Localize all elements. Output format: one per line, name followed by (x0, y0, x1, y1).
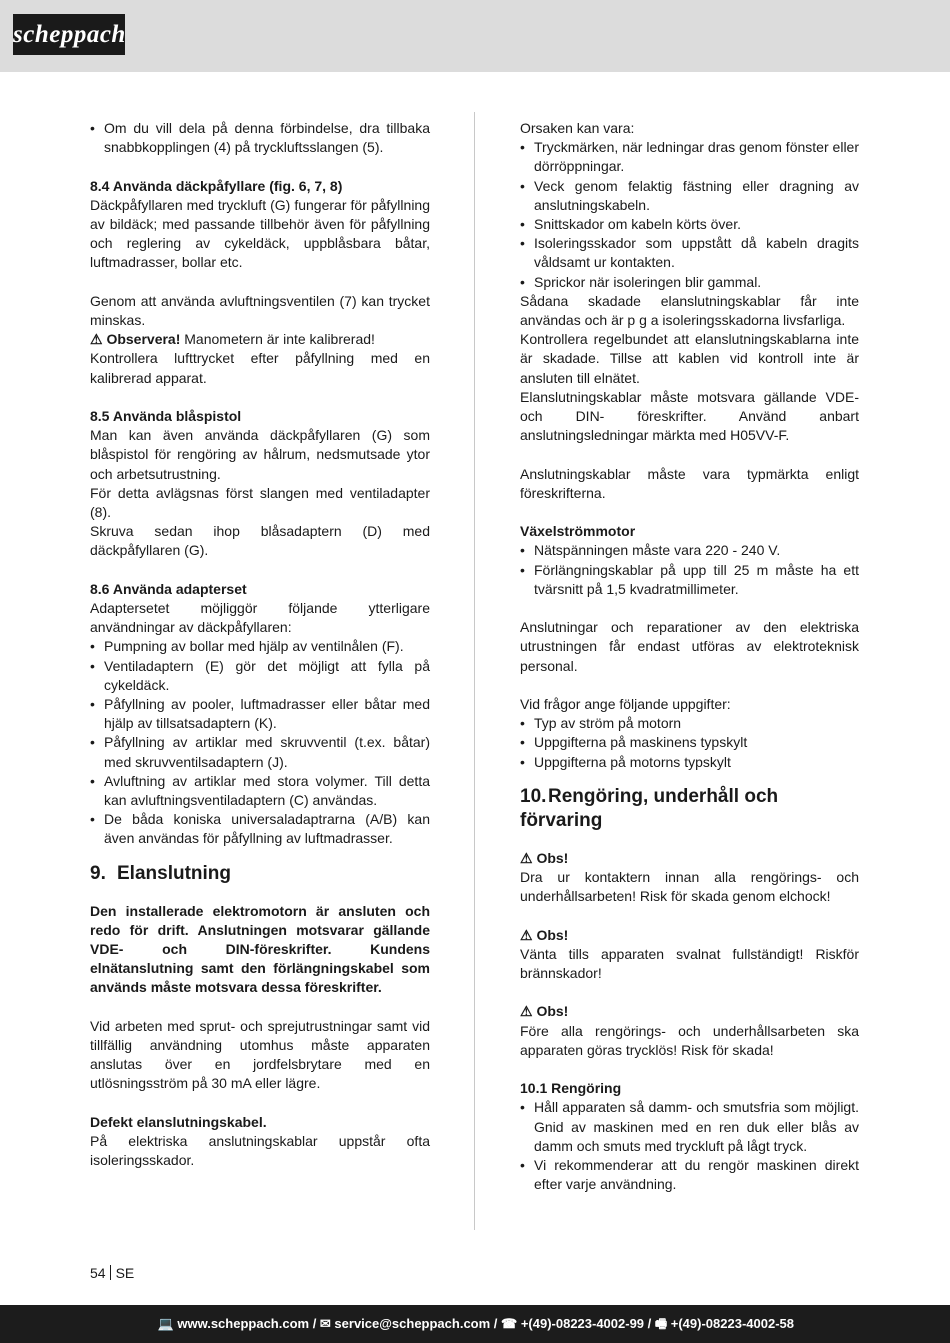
paragraph: På elektriska anslutningskablar uppstår ofta isoleringsskador. (90, 1133, 430, 1169)
list-item: • Pumpning av bollar med hjälp av ventilnålen (F). (90, 637, 430, 656)
paragraph: Vänta tills apparaten svalnat fullständigt! Riskför brännskador! (520, 945, 859, 982)
section-title: Rengöring, underhåll och förvaring (520, 785, 779, 831)
paragraph: Anslutningskablar måste vara typmärkta enligt föreskrifterna. (520, 465, 859, 501)
list-item: • Typ av ström på motorn (520, 714, 859, 733)
list-item: • Isoleringsskador som uppstått då kabeln dragits våldsamt ur kontakten. (520, 234, 859, 272)
paragraph: Sådana skadade elanslutningskablar får inte användas och är p g a isoleringsskadorna livsfarliga. (520, 292, 859, 329)
paragraph: Vid frågor ange följande uppgifter: (520, 696, 731, 713)
page-number-area (90, 1265, 134, 1282)
header-bar (0, 0, 950, 72)
list-item: • Sprickor när isoleringen blir gammal. (520, 273, 859, 292)
cause-list (520, 138, 859, 292)
list-item: • Förlängningskablar på upp till 25 m måste ha ett tvärsnitt på 1,5 kvadratmillimeter. (520, 561, 859, 599)
list-item: • Påfyllning av artiklar med skruvventil (t.ex. båtar) med skruvventilsadaptern (J). (90, 733, 430, 771)
footer-bar (0, 1305, 950, 1343)
vaxelstrom-heading: Växelströmmotor (520, 523, 636, 540)
section-10-1-heading: 10.1 Rengöring (520, 1080, 622, 1097)
warning-line (90, 330, 430, 349)
bullet-list (90, 119, 430, 157)
page-separator (110, 1265, 111, 1280)
section-8-4-heading: 8.4 Använda däckpåfyllare (fig. 6, 7, 8) (90, 177, 343, 194)
page-number: 54 (90, 1265, 106, 1281)
warning-text: Manometern är inte kalibrerad! (180, 331, 375, 348)
paragraph: Genom att använda avluftningsventilen (7) kan trycket minskas. (90, 292, 430, 328)
section-number: 9. (90, 862, 106, 884)
section-10-heading (520, 785, 859, 833)
paragraph: Dra ur kontaktern innan alla rengörings- och underhållsarbeten! Risk för skada genom elchock! (520, 869, 859, 905)
list-item: • Veck genom felaktig fästning eller dragning av anslutningskabeln. (520, 177, 859, 215)
paragraph: Skruva sedan ihop blåsadaptern (D) med däckpåfyllaren (G). (90, 523, 430, 559)
paragraph: Före alla rengörings- och underhållsarbeten ska apparaten göras trycklös! Risk för skada! (520, 1022, 859, 1058)
motor-list (520, 541, 859, 599)
section-title: Elanslutning (117, 862, 231, 884)
list-item: • De båda koniska universaladaptrarna (A/B) kan även användas för påfyllning av luftmadrasser. (90, 810, 430, 848)
list-item: • Nätspänningen måste vara 220 - 240 V. (520, 541, 859, 560)
paragraph: Elanslutningskablar måste motsvara gällande VDE- och DIN- föreskrifter. Använd anbart anslutningsledningar märkta med H05VV-F. (520, 388, 859, 444)
paragraph: Kontrollera regelbundet att elanslutningskablarna inte är skadade. Tillse att kablen vid kontroll inte är ansluten till elnätet. (520, 331, 859, 386)
list-item: • Håll apparaten så damm- och smutsfria som möjligt. Gnid av maskinen med en ren duk eller blås av damm och smuts med tryckluft på lågt tryck. (520, 1098, 859, 1156)
left-column (90, 119, 430, 1170)
list-item: • Avluftning av artiklar med stora volymer. Till detta kan avluftningsventiladaptern (C) användas. (90, 772, 430, 810)
language-code: SE (115, 1265, 135, 1281)
adapter-list (90, 637, 430, 848)
section-8-6-heading: 8.6 Använda adapterset (90, 580, 247, 597)
section-9-heading (90, 862, 430, 886)
list-item: • Tryckmärken, när ledningar dras genom fönster eller dörröppningar. (520, 138, 859, 176)
info-list (520, 714, 859, 772)
list-item: • Uppgifterna på maskinens typskylt (520, 733, 859, 752)
contact-info: 💻 www.scheppach.com / ✉ service@scheppach.com / ☎ +(49)-08223-4002-99 / 🖷 +(49)-08223-4002-58 (157, 1316, 794, 1331)
warning-label: ⚠ Observera! (90, 331, 181, 348)
paragraph: För detta avlägsnas först slangen med ventiladapter (8). (90, 484, 430, 521)
list-item: • Påfyllning av pooler, luftmadrasser eller båtar med hjälp av tillsatsadaptern (K). (90, 695, 430, 733)
section-number: 10. (520, 785, 547, 807)
scheppach-logo: scheppach (13, 14, 125, 55)
list-item: • Snittskador om kabeln körts över. (520, 215, 859, 234)
list-item: • Om du vill dela på denna förbindelse, dra tillbaka snabbkopplingen (4) på tryckluftsslangen (5). (90, 119, 430, 157)
list-item: • Ventiladaptern (E) gör det möjligt att fylla på cykeldäck. (90, 657, 430, 695)
obs-label: ⚠ Obs! (520, 849, 569, 866)
paragraph: Man kan även använda däckpåfyllaren (G) som blåspistol för rengöring av hålrum, nedsmutsade ytor och arbetsutrustning. (90, 427, 430, 482)
section-8-5-heading: 8.5 Använda blåspistol (90, 408, 242, 424)
defekt-heading: Defekt elanslutningskabel. (90, 1113, 267, 1130)
paragraph: Vid arbeten med sprut- och sprejutrustningar samt vid tillfällig användning utomhus måste apparaten anslutas över en jordfelsbrytare med en utlösningsström på 30 mA eller lägre. (90, 1017, 430, 1092)
paragraph: Däckpåfyllaren med tryckluft (G) fungerar för påfyllning av bildäck; med passande tillbehör även för påfyllning och reglering av cykeldäck, uppblåsbara båtar, luftmadrasser, bollar etc. (90, 196, 430, 271)
list-item: • Uppgifterna på motorns typskylt (520, 753, 859, 772)
bold-intro: Den installerade elektromotorn är ansluten och redo för drift. Anslutningen motsvarar gällande VDE- och DIN-föreskrifter. Kundens elnätanslutning samt den förlängningskabel som används måste motsvara dessa föreskrifter. (90, 902, 430, 996)
column-divider (474, 112, 475, 1230)
paragraph: Orsaken kan vara: (520, 120, 635, 136)
paragraph: Anslutningar och reparationer av den elektriska utrustningen får endast utföras av elektroteknisk personal. (520, 619, 859, 674)
list-item: • Vi rekommenderar att du rengör maskinen direkt efter varje användning. (520, 1156, 859, 1194)
obs-label: ⚠ Obs! (520, 1003, 569, 1020)
paragraph: Kontrollera lufttrycket efter påfyllning med en kalibrerad apparat. (90, 350, 430, 386)
cleaning-list (520, 1098, 859, 1194)
right-column (520, 119, 859, 1194)
paragraph: Adaptersetet möjliggör följande ytterligare användningar av däckpåfyllaren: (90, 600, 430, 636)
obs-label: ⚠ Obs! (520, 926, 569, 943)
